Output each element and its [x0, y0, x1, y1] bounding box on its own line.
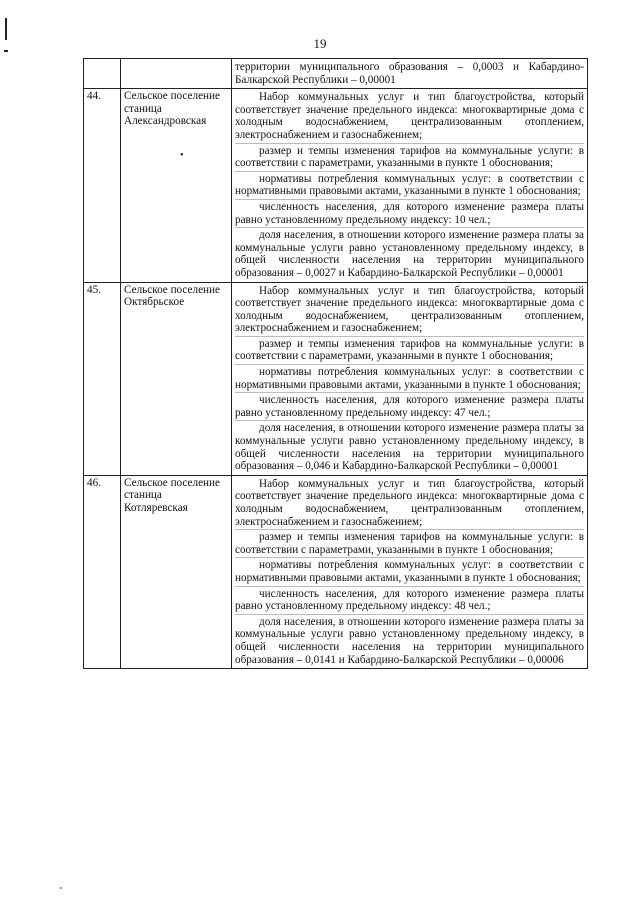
paragraph-tariffs: размер и темпы изменения тарифов на коммунальные услуги: в соответствии с параметрами, указанными в пункте 1 обоснования; [235, 337, 584, 365]
settlement-name: Сельское поселение станица Александровская [124, 90, 220, 128]
paragraph-population: численность населения, для которого изменение размера платы равно установленному предельному индексу: 48 чел.; [235, 587, 584, 615]
paragraph-population: численность населения, для которого изменение размера платы равно установленному предельному индексу: 10 чел.; [235, 200, 584, 228]
paragraph-norms: нормативы потребления коммунальных услуг: в соответствии с нормативными правовыми актами, указанными в пункте 1 обоснования; [235, 558, 584, 586]
continuation-paragraph: территории муниципального образования – 0,0003 и Кабардино-Балкарской Республики – 0,00001 [235, 61, 584, 86]
paragraph-population-share: доля населения, в отношении которого изменение размера платы за коммунальные услуги равно установленному предельному индексу, в общей численности населения на территории муниципального образования – 0,0141 и Кабардино-Балкарской Республики – 0,00006 [235, 615, 584, 666]
paragraph-norms: нормативы потребления коммунальных услуг: в соответствии с нормативными правовыми актами, указанными в пункте 1 обоснования; [235, 365, 584, 393]
row-number: 44. [84, 89, 121, 282]
paragraph-tariffs: размер и темпы изменения тарифов на коммунальные услуги: в соответствии с параметрами, указанными в пункте 1 обоснования; [235, 144, 584, 172]
paragraph-utilities-set: Набор коммунальных услуг и тип благоустройства, который соответствует значение предельного индекса: многоквартирные дома с холодным водоснабжением, централизованным отоплением, электроснабжением и газоснабжением; [235, 90, 584, 143]
paragraph-utilities-set: Набор коммунальных услуг и тип благоустройства, который соответствует значение предельного индекса: многоквартирные дома с холодным водоснабжением, централизованным отоплением, электроснабжением и газоснабжением; [235, 477, 584, 530]
settlement-name: Сельское поселение Октябрьское [124, 283, 220, 309]
paragraph-population-share: доля населения, в отношении которого изменение размера платы за коммунальные услуги равно установленному предельному индексу, в общей численности населения на территории муниципального образования – 0,046 и Кабардино-Балкарской Республики – 0,00001 [235, 422, 584, 473]
page-number: 19 [313, 36, 327, 51]
description-cell [232, 59, 588, 89]
settlement-name-cell [121, 59, 232, 89]
row-number-cell [84, 59, 121, 89]
settlement-name-cell [121, 89, 232, 282]
indices-table [83, 58, 588, 669]
paragraph-population-share: доля населения, в отношении которого изменение размера платы за коммунальные услуги равно установленному предельному индексу, в общей численности населения на территории муниципального образования – 0,0027 и Кабардино-Балкарской Республики – 0,00001 [235, 229, 584, 279]
paragraph-tariffs: размер и темпы изменения тарифов на коммунальные услуги: в соответствии с параметрами, указанными в пункте 1 обоснования; [235, 530, 584, 558]
settlement-name-cell [121, 475, 232, 668]
row-number: 45. [84, 282, 121, 475]
row-number: 46. [84, 475, 121, 668]
table-row-continuation [84, 59, 588, 89]
paragraph-population: численность населения, для которого изменение размера платы равно установленному предельному индексу: 47 чел.; [235, 393, 584, 421]
table-row [84, 475, 588, 668]
scan-speck: • [180, 149, 184, 161]
settlement-name: Сельское поселение станица Котляревская [124, 476, 220, 514]
settlement-name-cell [121, 282, 232, 475]
description-cell [232, 282, 588, 475]
description-cell [232, 89, 588, 282]
scan-speck [60, 887, 62, 889]
paragraph-utilities-set: Набор коммунальных услуг и тип благоустройства, который соответствует значение предельного индекса: многоквартирные дома с холодным водоснабжением, централизованным отоплением, электроснабжением и газоснабжением; [235, 284, 584, 337]
table-row [84, 89, 588, 282]
description-cell [232, 475, 588, 668]
table-row [84, 282, 588, 475]
paragraph-norms: нормативы потребления коммунальных услуг: в соответствии с нормативными правовыми актами, указанными в пункте 1 обоснования; [235, 172, 584, 200]
